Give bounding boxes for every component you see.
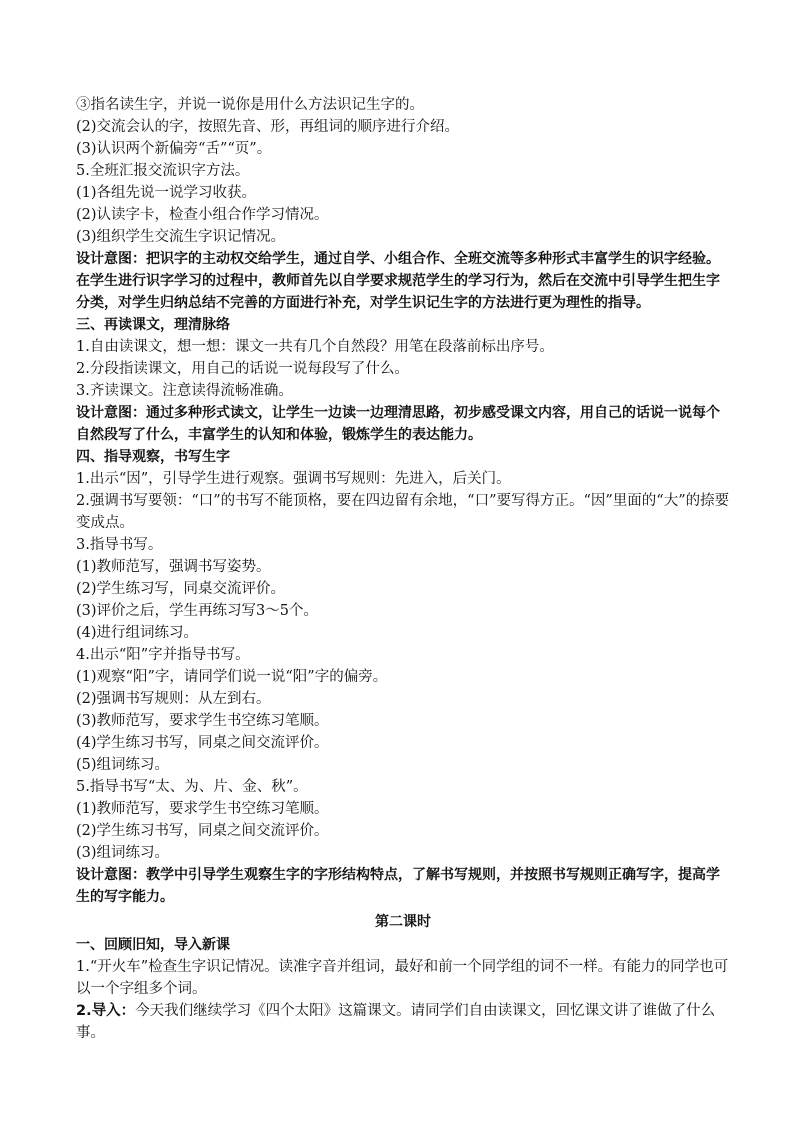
text-line: (2)认读字卡，检查小组合作学习情况。 bbox=[76, 207, 329, 223]
text-paragraph: 2.强调书写要领：“口”的书写不能顶格，要在四边留有余地，“口”要写得方正。“因”里面的“大”的捺要变成点。 bbox=[76, 493, 730, 531]
text-line: 1.出示“因”，引导学生进行观察。强调书写规则：先进入，后关门。 bbox=[76, 471, 511, 487]
text-line: (3)组词练习。 bbox=[76, 845, 170, 861]
text-line: (5)组词练习。 bbox=[76, 757, 170, 773]
text-line: (1)观察“阳”字，请同学们说一说“阳”字的偏旁。 bbox=[76, 669, 388, 685]
text-line: (3)教师范写，要求学生书空练习笔顺。 bbox=[76, 713, 329, 729]
section-heading: 一、回顾旧知，导入新课 bbox=[76, 937, 230, 953]
intro-label: 2.导入： bbox=[76, 1003, 136, 1019]
section-heading: 四、指导观察，书写生字 bbox=[76, 449, 230, 465]
text-line: (2)学生练习写，同桌交流评价。 bbox=[76, 581, 286, 597]
text-line: 5.全班汇报交流识字方法。 bbox=[76, 163, 250, 179]
text-line: 3.齐读课文。注意读得流畅准确。 bbox=[76, 383, 293, 399]
text-line: 2.分段指读课文，用自己的话说一说每段写了什么。 bbox=[76, 361, 409, 377]
intro-text: 今天我们继续学习《四个太阳》这篇课文。请同学们自由读课文，回忆课文讲了谁做了什么事。 bbox=[76, 1003, 716, 1041]
design-intent-paragraph: 设计意图：教学中引导学生观察生字的字形结构特点，了解书写规则，并按照书写规则正确写字，提高学生的写字能力。 bbox=[76, 867, 720, 905]
text-line: 1.自由读课文，想一想：课文一共有几个自然段？用笔在段落前标出序号。 bbox=[76, 339, 554, 355]
design-intent-paragraph: 设计意图：通过多种形式读文，让学生一边读一边理清思路，初步感受课文内容，用自己的话说一说每个自然段写了什么，丰富学生的认知和体验，锻炼学生的表达能力。 bbox=[76, 405, 720, 443]
text-paragraph: 1.“开火车”检查生字识记情况。读准字音并组词，最好和前一个同学组的词不一样。有能力的同学也可以一个字组多个词。 bbox=[76, 959, 729, 997]
section-heading: 三、再读课文，理清脉络 bbox=[76, 317, 230, 333]
text-line: (2)强调书写规则：从左到右。 bbox=[76, 691, 271, 707]
text-line: ③指名读生字，并说一说你是用什么方法识记生字的。 bbox=[76, 97, 424, 113]
text-line: 5.指导书写“太、为、片、金、秋”。 bbox=[76, 779, 308, 795]
lesson-title: 第二课时 bbox=[375, 914, 431, 930]
design-intent-paragraph: 设计意图：把识字的主动权交给学生，通过自学、小组合作、全班交流等多种形式丰富学生的识字经验。在学生进行识字学习的过程中，教师首先以自学要求规范学生的学习行为，然后在交流中引导学生把生字分类，对学生归纳总结不完善的方面进行补充，对学生识记生字的方法进行更为理性的指导。 bbox=[76, 251, 720, 311]
text-line: (1)各组先说一说学习收获。 bbox=[76, 185, 257, 201]
text-line: (1)教师范写，要求学生书空练习笔顺。 bbox=[76, 801, 329, 817]
text-line: (3)组织学生交流生字识记情况。 bbox=[76, 229, 286, 245]
text-line: (2)交流会认的字，按照先音、形，再组词的顺序进行介绍。 bbox=[76, 119, 460, 135]
text-line: (3)评价之后，学生再练习写3～5个。 bbox=[76, 603, 318, 619]
text-line: 3.指导书写。 bbox=[76, 537, 163, 553]
text-paragraph bbox=[76, 1000, 730, 1044]
text-line: 4.出示“阳”字并指导书写。 bbox=[76, 647, 250, 663]
text-line: (3)认识两个新偏旁“舌”“页”。 bbox=[76, 141, 272, 157]
text-line: (2)学生练习书写，同桌之间交流评价。 bbox=[76, 823, 329, 839]
text-line: (4)进行组词练习。 bbox=[76, 625, 199, 641]
text-line: (1)教师范写，强调书写姿势。 bbox=[76, 559, 271, 575]
text-line: (4)学生练习书写，同桌之间交流评价。 bbox=[76, 735, 329, 751]
